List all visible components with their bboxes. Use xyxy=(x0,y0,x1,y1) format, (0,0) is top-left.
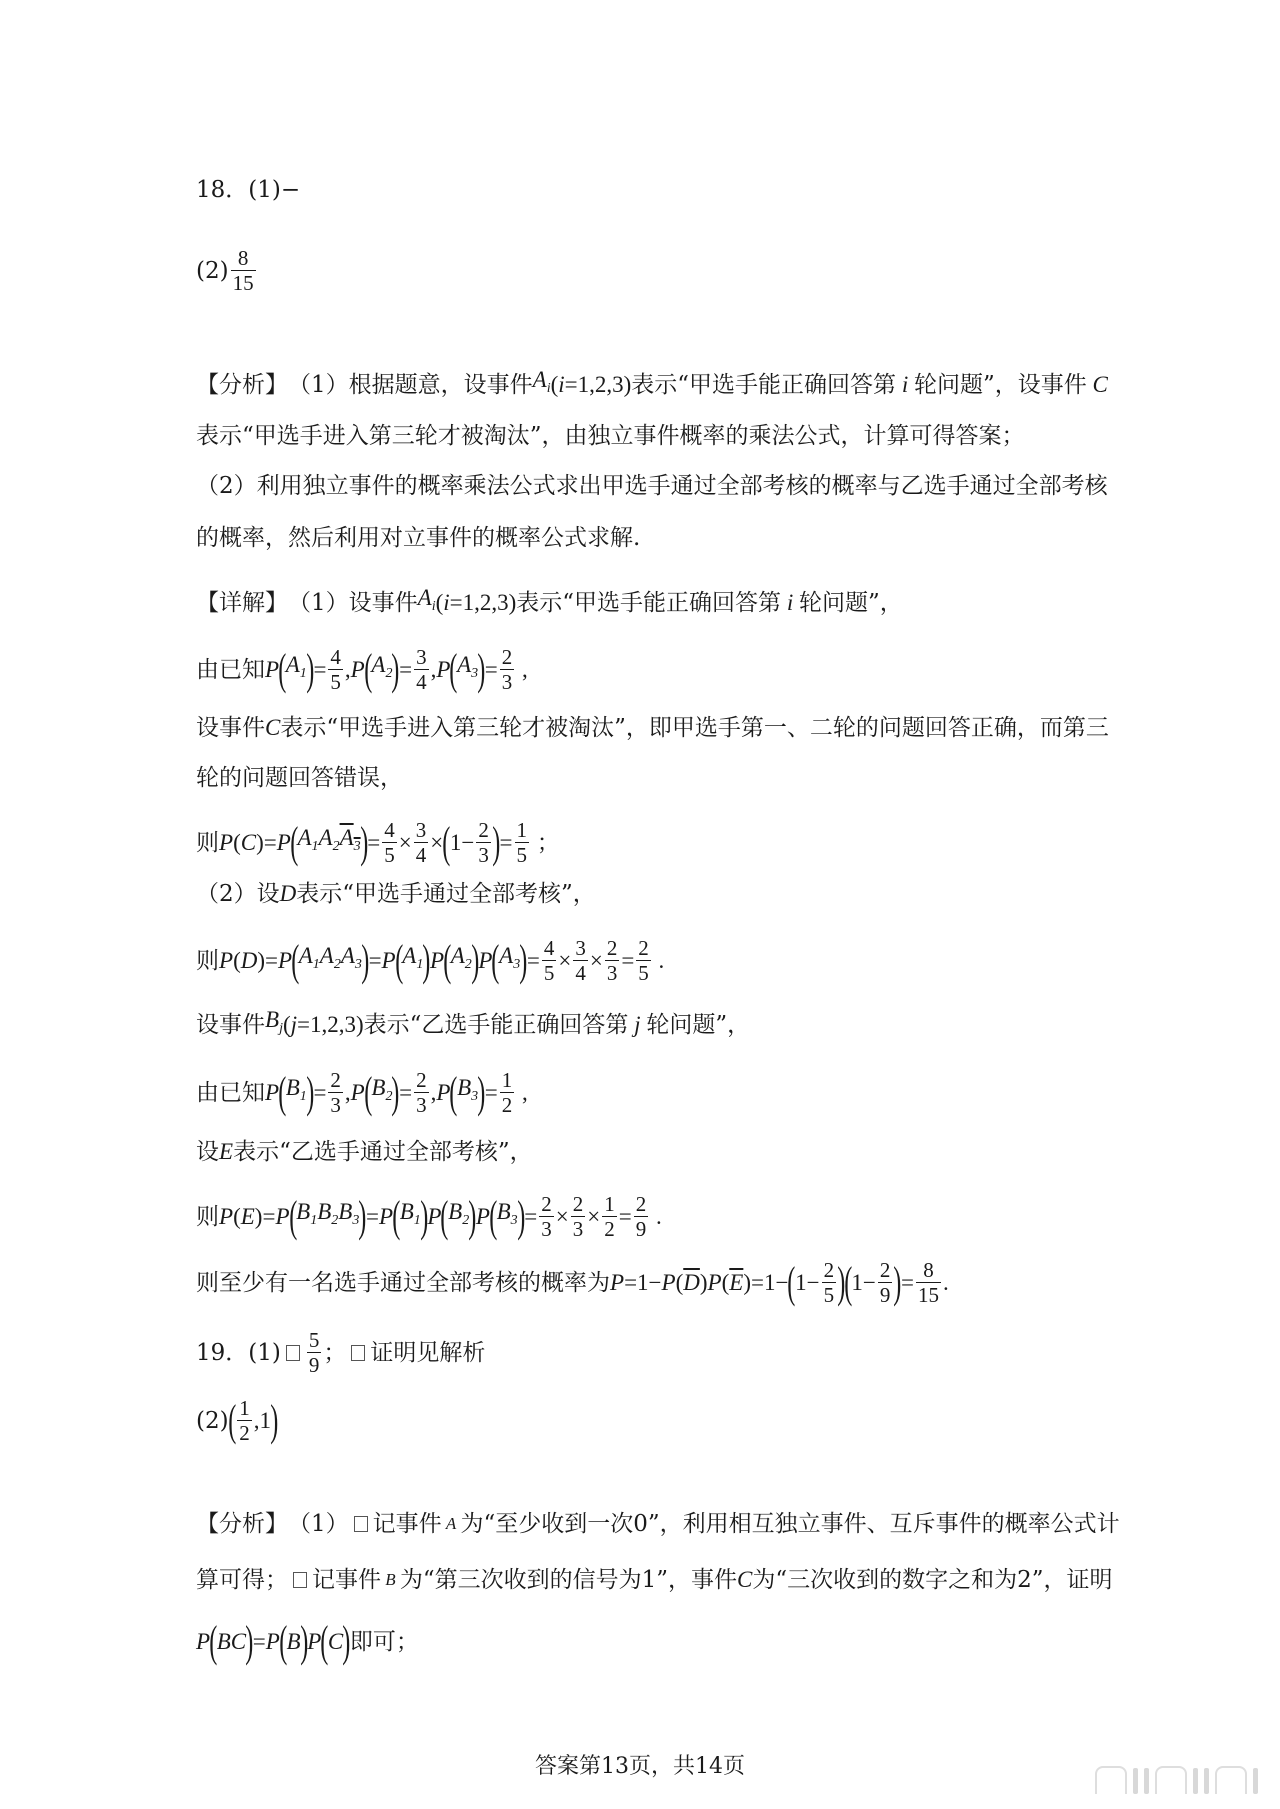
missing-glyph-box xyxy=(351,1345,365,1361)
missing-glyph-box xyxy=(354,1516,368,1532)
q18-let-e: 设 E 表示“乙选手通过全部考核”， xyxy=(196,1139,533,1165)
q18-final: 则至少有一名选手通过全部考核的概率为 P =1− P ( $\overline{D}$ ) P ( $\overline{E}$ )=1− ( 1− $\frac{2}{5}$ ) ( 1− $\frac{2}{9}$ ) = $\frac{8}{15}$ . xyxy=(196,1257,949,1307)
q18-prob-e: 则 P ( E )= P ( $B_1B_2B_3$ ) = P ( $B_1$ ) P ( $B_2$ ) P ( $B_3$ ) = $\frac{2}{3}$ × $\frac{2}{3}$ × $\frac{1}{2}$ = $\frac{2}{9}$ . xyxy=(196,1191,662,1241)
q18-known-b: 由已知 P ( $B_1$ ) = $\frac{2}{3}$ , P ( $B_2$ ) = $\frac{2}{3}$ , P ( $B_3$ ) = $\frac{1}{2}$ , xyxy=(196,1067,528,1117)
q18-detail-line-1: 【详解】 （1）设事件 $A_i$ ( i =1,2,3) 表示“甲选手能正确回答第 i 轮问题”， xyxy=(196,582,903,623)
analysis-tag: 【分析】 xyxy=(196,1511,288,1537)
q19-answer-2: (2) ( $\frac{1}{2}$ ,1 ) xyxy=(196,1395,279,1445)
q18-answer-2: (2) $\frac{8}{15}$ xyxy=(196,246,254,295)
missing-glyph-box xyxy=(293,1572,307,1588)
detail-tag: 【详解】 xyxy=(196,589,288,616)
q18-prob-d: 则 P ( D )= P ( $A_1A_2A_3$ ) = P ( $A_1$ ) P ( $A_2$ ) P ( $A_3$ ) = $\frac{4}{5}$ × $\frac{3}{4}$ × $\frac{2}{3}$ = $\frac{2}{5}$ . xyxy=(196,935,665,985)
missing-glyph-box xyxy=(286,1345,300,1361)
q18-let-c-line-2: 轮的问题回答错误， xyxy=(196,765,403,791)
q18-analysis-line-4: 的概率，然后利用对立事件的概率公式求解. xyxy=(196,525,641,551)
q18-analysis-line-1: 【分析】 （1）根据题意，设事件 $A_i$ ( i =1,2,3) 表示“甲选手能正确回答第 i 轮问题”，设事件 C xyxy=(196,364,1108,405)
fraction: $\frac{8}{15}$ xyxy=(232,246,254,295)
q18-known-a: 由已知 P ( $A_1$ ) = $\frac{4}{5}$ , P ( $A_2$ ) = $\frac{3}{4}$ , P ( $A_3$ ) = $\frac{2}{3}$ , xyxy=(196,644,528,694)
q18-prob-c: 则 P ( C )= P ( $A_1A_2A_3$ ) = $\frac{4}{5}$ × $\frac{3}{4}$ × ( 1− $\frac{2}{3}$ ) = $\frac{1}{5}$ ； xyxy=(196,817,560,867)
page-footer: 答案第13页，共14页 xyxy=(535,1754,745,1779)
q18-analysis-line-3: （2）利用独立事件的概率乘法公式求出甲选手通过全部考核的概率与乙选手通过全部考核 xyxy=(196,473,1108,499)
analysis-tag: 【分析】 xyxy=(196,371,288,398)
q18-analysis-line-2: 表示“甲选手进入第三轮才被淘汰”，由独立事件概率的乘法公式，计算可得答案； xyxy=(196,423,1025,449)
watermark-icon xyxy=(1095,1766,1258,1794)
q18-let-c-line-1: 设事件 C 表示“甲选手进入第三轮才被淘汰”，即甲选手第一、二轮的问题回答正确，而第三 xyxy=(196,715,1109,741)
q18-part2-intro: （2）设 D 表示“甲选手通过全部考核”， xyxy=(196,881,596,907)
q18-answer-1: 18． (1) − xyxy=(196,177,301,203)
q18-let-b: 设事件 $B_j$ ( j =1,2,3) 表示“乙选手能正确回答第 j 轮问题”， xyxy=(196,1007,751,1038)
q19-analysis-line-1: 【分析】 （1） 记事件 A 为“至少收到一次0”，利用相互独立事件、互斥事件的概率公式计 xyxy=(196,1508,1120,1540)
q19-analysis-line-2: 算可得； 记事件 B 为“第三次收到的信号为1”，事件 C 为“三次收到的数字之和为2”，证明 xyxy=(196,1567,1113,1593)
q19-answer-1: 19． (1) $\frac{5}{9}$ ； 证明见解析 xyxy=(196,1328,486,1377)
q19-analysis-line-3: P ( BC ) = P ( B ) P ( C ) 即可； xyxy=(196,1617,419,1666)
